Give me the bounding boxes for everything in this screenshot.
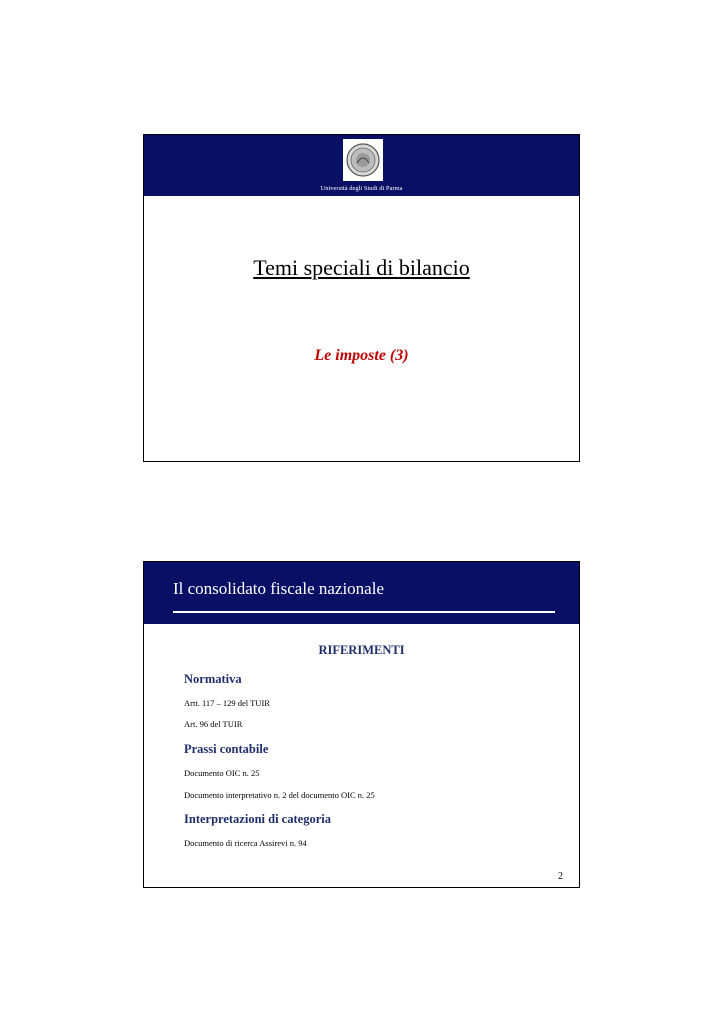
header-band [144,135,579,196]
page-number: 2 [558,871,563,882]
section-label: Normativa [184,672,242,686]
title-underline [173,611,555,613]
section-label: Interpretazioni di categoria [184,812,331,826]
list-item: Artt. 117 – 129 del TUIR [184,698,270,708]
slide-title-text: Il consolidato fiscale nazionale [173,579,384,598]
list-item: Art. 96 del TUIR [184,719,243,729]
header-band [144,562,579,624]
references-heading: RIFERIMENTI [318,643,405,657]
slide-references [143,561,580,888]
university-name: Università degli Studi di Parma [320,185,403,192]
slide-title [143,134,580,462]
slide-subtitle: Le imposte (3) [314,347,409,364]
list-item: Documento OIC n. 25 [184,768,260,778]
slide-title-text: Temi speciali di bilancio [253,255,470,280]
section-label: Prassi contabile [184,742,269,756]
list-item: Documento di ricerca Assirevi n. 94 [184,838,307,848]
university-seal-icon [343,139,383,181]
list-item: Documento interpretativo n. 2 del documento OIC n. 25 [184,790,375,800]
